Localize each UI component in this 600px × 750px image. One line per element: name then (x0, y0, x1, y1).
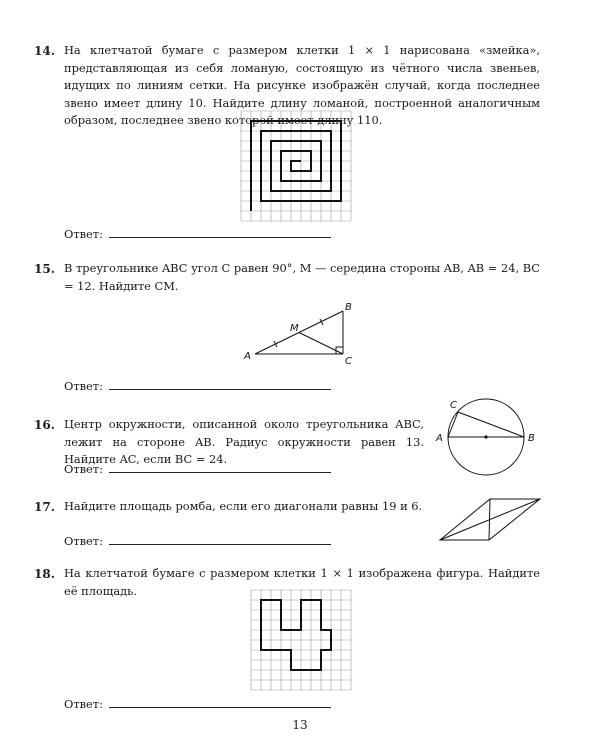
problem-18-answer-field[interactable] (109, 696, 331, 708)
problem-16-text: Центр окружности, описанной около треугольника ABC, лежит на стороне AB. Радиус окружности равен 13. Найдите AC, если BC = 24. (64, 417, 424, 466)
vertex-label-c: C (450, 400, 457, 411)
vertex-label-b: B (528, 433, 535, 444)
problem-15-triangle-figure (240, 298, 360, 370)
problem-17-answer (64, 533, 331, 548)
problem-14-number: 14. (34, 44, 55, 58)
problem-18-answer (64, 696, 331, 711)
problem-15-text: В треугольнике ABC угол C равен 90°, M — середина стороны AB, AB = 24, BC = 12. Найдите CM. (64, 261, 540, 293)
snake-polyline (251, 121, 341, 211)
midpoint-label-m: M (290, 323, 299, 334)
problem-16-answer (64, 461, 331, 476)
problem-17-text: Найдите площадь ромба, если его диагонали равны 19 и 6. (64, 499, 423, 513)
problem-16-number: 16. (34, 418, 55, 432)
diagonal-short (489, 499, 490, 540)
snake-grid (241, 111, 351, 221)
problem-18-text: На клетчатой бумаге с размером клетки 1 × 1 изображена фигура. Найдите её площадь. (64, 566, 540, 598)
side-bc (458, 412, 524, 437)
grid-shape-outline (261, 600, 331, 670)
answer-label: Ответ: (64, 534, 103, 548)
problem-16-answer-field[interactable] (109, 461, 331, 473)
problem-18-grid-figure (250, 589, 352, 691)
vertex-label-b: B (345, 302, 352, 313)
problem-15-answer (64, 378, 331, 393)
problem-18-number: 18. (34, 567, 55, 581)
problem-15-answer-field[interactable] (109, 378, 331, 390)
problem-17-rhombus-figure (438, 496, 542, 542)
side-ac (448, 412, 458, 437)
vertex-label-a: A (436, 433, 443, 444)
answer-label: Ответ: (64, 462, 103, 476)
circle-center (484, 435, 487, 438)
problem-15-number: 15. (34, 262, 55, 276)
problem-14-answer-field[interactable] (109, 226, 331, 238)
page-number: 13 (292, 718, 308, 732)
problem-14-answer (64, 226, 331, 241)
answer-label: Ответ: (64, 697, 103, 711)
vertex-label-a: A (244, 351, 251, 362)
problem-17-number: 17. (34, 500, 55, 514)
problem-17-answer-field[interactable] (109, 533, 331, 545)
answer-label: Ответ: (64, 379, 103, 393)
problem-14-text: На клетчатой бумаге с размером клетки 1 × 1 нарисована «змейка», представляющая из себя ломаную, состоящую из чётного числа звеньев, идущих по линиям сетки. На рисунке изображён случай, когда последнее звено имеет длину 10. Найдите длину ломаной, построенной аналогичным образом, последнее звено которой имеет длину 110. (64, 43, 540, 127)
problem-16-circle-figure (432, 392, 544, 488)
problem-14-snake-figure (240, 110, 352, 222)
vertex-label-c: C (345, 356, 352, 367)
answer-label: Ответ: (64, 227, 103, 241)
